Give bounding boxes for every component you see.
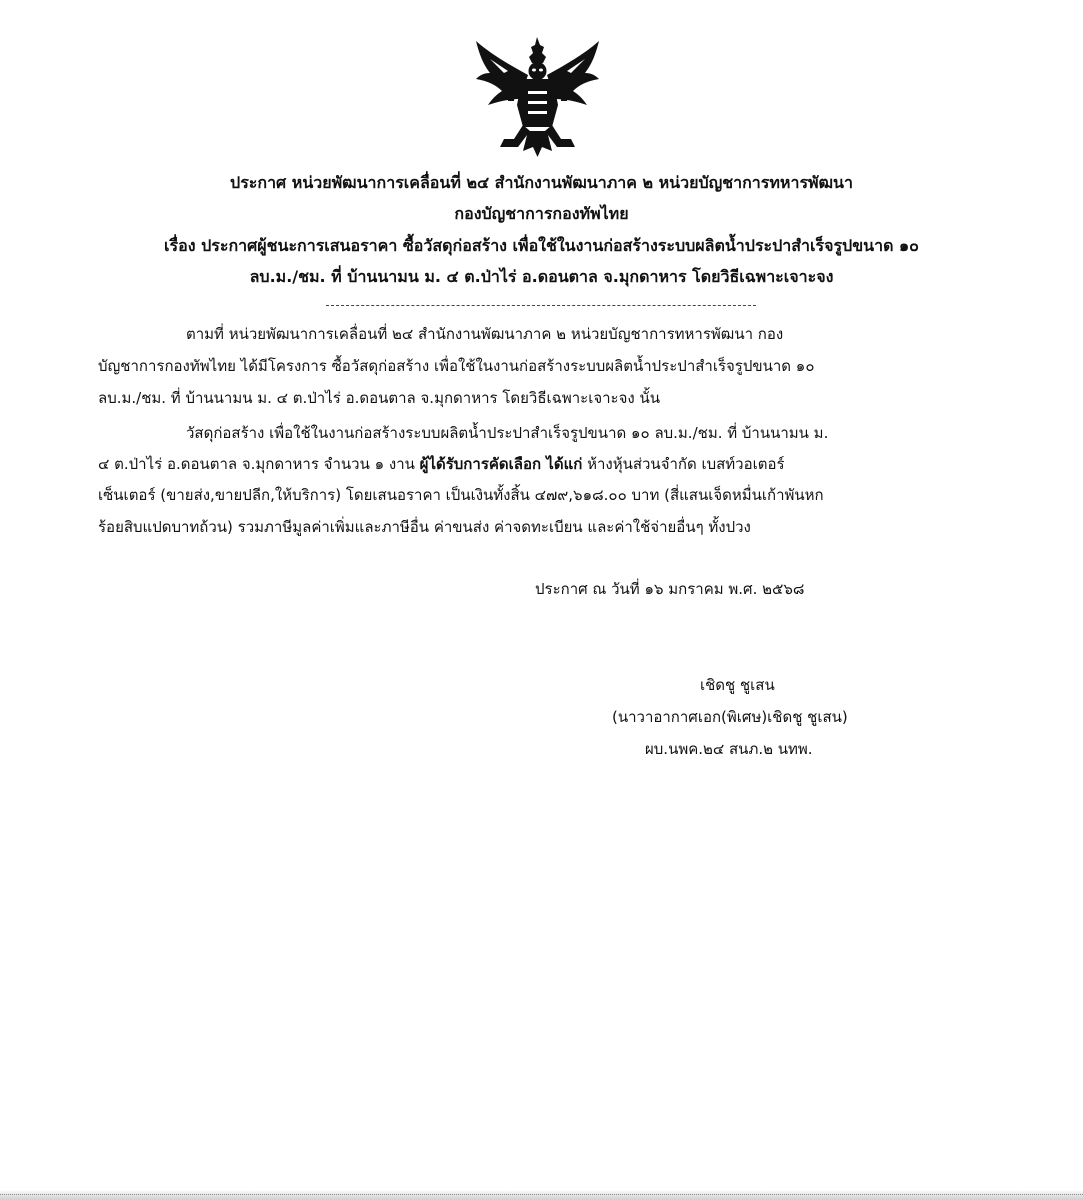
signatory-name: เชิดชู ชูเสน [700, 676, 775, 694]
scan-bottom-edge [0, 1190, 1083, 1200]
paragraph-1-line-1: ตามที่ หน่วยพัฒนาการเคลื่อนที่ ๒๔ สำนักงานพัฒนาภาค ๒ หน่วยบัญชาการทหารพัฒนา กอง [186, 325, 784, 343]
garuda-emblem-icon [470, 35, 605, 160]
paragraph-2-line-4: ร้อยสิบแปดบาทถ้วน) รวมภาษีมูลค่าเพิ่มและภาษีอื่น ค่าขนส่ง ค่าจดทะเบียน และค่าใช้จ่ายอื่นๆ ทั้งปวง [98, 518, 751, 536]
signatory-position: ผบ.นพค.๒๔ สนภ.๒ นทพ. [645, 740, 813, 758]
selected-bidder-label: ผู้ได้รับการคัดเลือก ได้แก่ [419, 455, 583, 473]
signatory-full-name: (นาวาอากาศเอก(พิเศษ)เชิดชู ชูเสน) [612, 708, 848, 726]
paragraph-2-line-2-end: ห้างหุ้นส่วนจำกัด เบสท์วอเตอร์ [582, 455, 785, 473]
announcement-date: ประกาศ ณ วันที่ ๑๖ มกราคม พ.ศ. ๒๕๖๘ [535, 580, 805, 598]
announcement-subject-line-2: ลบ.ม./ชม. ที่ บ้านนามน ม. ๔ ต.ป่าไร่ อ.ดอนตาล จ.มุกดาหาร โดยวิธีเฉพาะเจาะจง [249, 267, 834, 286]
announcement-title-line-2: กองบัญชาการกองทัพไทย [454, 204, 629, 223]
paragraph-1-line-3: ลบ.ม./ชม. ที่ บ้านนามน ม. ๔ ต.ป่าไร่ อ.ดอนตาล จ.มุกดาหาร โดยวิธีเฉพาะเจาะจง นั้น [98, 389, 660, 407]
paragraph-1-line-2: บัญชาการกองทัพไทย ได้มีโครงการ ซื้อวัสดุก่อสร้าง เพื่อใช้ในงานก่อสร้างระบบผลิตน้ำประปาสำเร็จรูปขนาด ๑๐ [98, 357, 815, 375]
paragraph-2-line-2 [98, 452, 785, 476]
paragraph-2-line-2-start: ๔ ต.ป่าไร่ อ.ดอนตาล จ.มุกดาหาร จำนวน ๑ งาน [98, 455, 420, 473]
paragraph-2-line-1: วัสดุก่อสร้าง เพื่อใช้ในงานก่อสร้างระบบผลิตน้ำประปาสำเร็จรูปขนาด ๑๐ ลบ.ม./ชม. ที่ บ้านนามน ม. [186, 424, 829, 442]
title-separator [326, 305, 756, 306]
announcement-title-line-1: ประกาศ หน่วยพัฒนาการเคลื่อนที่ ๒๔ สำนักงานพัฒนาภาค ๒ หน่วยบัญชาการทหารพัฒนา [230, 173, 853, 192]
paragraph-2-line-3: เซ็นเตอร์ (ขายส่ง,ขายปลีก,ให้บริการ) โดยเสนอราคา เป็นเงินทั้งสิ้น ๔๗๙,๖๑๘.๐๐ บาท (สี่แสนเจ็ดหมื่นเก้าพันหก [98, 486, 824, 504]
announcement-subject-line-1: เรื่อง ประกาศผู้ชนะการเสนอราคา ซื้อวัสดุก่อสร้าง เพื่อใช้ในงานก่อสร้างระบบผลิตน้ำประปาสำเร็จรูปขนาด ๑๐ [164, 236, 919, 255]
